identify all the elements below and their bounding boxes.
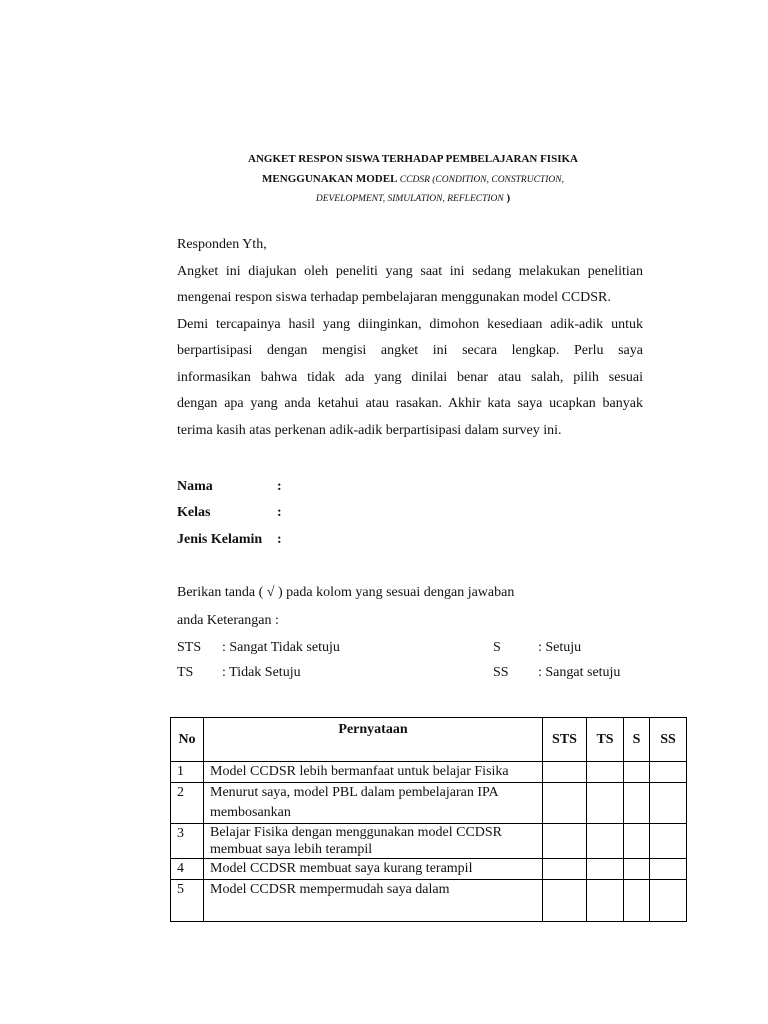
field-colon: : — [277, 479, 282, 494]
title-text-1: ANGKET RESPON SISWA TERHADAP PEMBELAJARAN FISIKA — [248, 153, 578, 165]
field-colon: : — [277, 505, 282, 520]
cell-ss[interactable] — [650, 859, 687, 880]
legend-code: SS — [493, 665, 509, 680]
header-sts: STS — [543, 718, 587, 762]
intro-line: Demi tercapainya hasil yang diinginkan, dimohon kesediaan adik-adik untuk — [177, 316, 643, 332]
intro-line: terima kasih atas perkenan adik-adik berpartisipasi dalam survey ini. — [177, 422, 562, 438]
cell-s[interactable] — [624, 824, 650, 859]
cell-s[interactable] — [624, 783, 650, 824]
row-statement: Model CCDSR lebih bermanfaat untuk belajar Fisika — [204, 762, 543, 783]
cell-s[interactable] — [624, 880, 650, 922]
cell-sts[interactable] — [543, 859, 587, 880]
cell-ss[interactable] — [650, 783, 687, 824]
title-line-1 — [150, 149, 676, 169]
cell-ts[interactable] — [587, 762, 624, 783]
row-statement: Belajar Fisika dengan menggunakan model CCDSR membuat saya lebih terampil — [204, 824, 543, 859]
intro-line: dengan apa yang anda ketahui atau rasakan. Akhir kata saya ucapkan banyak — [177, 396, 643, 411]
header-statement: Pernyataan — [204, 718, 543, 762]
intro-line: berpartisipasi dengan mengisi angket ini secara lengkap. Perlu saya — [177, 343, 643, 358]
table-row — [171, 783, 687, 824]
title-text-2-bold: MENGGUNAKAN MODEL — [262, 173, 398, 185]
cell-s[interactable] — [624, 762, 650, 783]
title-text-3-end: ) — [503, 192, 511, 204]
row-number: 4 — [171, 859, 204, 880]
row-statement: Model CCDSR membuat saya kurang terampil — [204, 859, 543, 880]
table-header-row — [171, 718, 687, 762]
field-nama — [177, 477, 282, 497]
field-jenis-kelamin — [177, 530, 282, 550]
cell-ts[interactable] — [587, 859, 624, 880]
row-statement: Menurut saya, model PBL dalam pembelajaran IPA membosankan — [204, 783, 543, 824]
header-no: No — [171, 718, 204, 762]
cell-ss[interactable] — [650, 880, 687, 922]
field-label: Nama — [177, 479, 213, 494]
title-text-3-italic: DEVELOPMENT, SIMULATION, REFLECTION — [315, 194, 504, 204]
cell-ts[interactable] — [587, 880, 624, 922]
legend-s — [493, 638, 581, 658]
cell-sts[interactable] — [543, 783, 587, 824]
title-line-3 — [150, 188, 676, 209]
title-line-2 — [150, 169, 676, 190]
header-ss: SS — [650, 718, 687, 762]
legend-desc: : Tidak Setuju — [222, 665, 301, 680]
header-s: S — [624, 718, 650, 762]
cell-s[interactable] — [624, 859, 650, 880]
row-statement: Model CCDSR mempermudah saya dalam — [204, 880, 543, 922]
cell-sts[interactable] — [543, 762, 587, 783]
intro-line: Angket ini diajukan oleh peneliti yang saat ini sedang melakukan penelitian — [177, 263, 643, 279]
cell-ts[interactable] — [587, 783, 624, 824]
field-label: Jenis Kelamin — [177, 532, 263, 547]
cell-ss[interactable] — [650, 762, 687, 783]
cell-ss[interactable] — [650, 824, 687, 859]
field-kelas — [177, 503, 282, 523]
field-colon: : — [277, 532, 282, 547]
table-row — [171, 880, 687, 922]
table-row — [171, 859, 687, 880]
row-number: 5 — [171, 880, 204, 922]
instruction-line-2: anda Keterangan : — [177, 613, 279, 628]
cell-sts[interactable] — [543, 824, 587, 859]
greeting: Responden Yth, — [177, 237, 267, 252]
cell-sts[interactable] — [543, 880, 587, 922]
legend-ss — [493, 663, 620, 683]
legend-code: TS — [177, 665, 194, 680]
questionnaire-table — [170, 717, 687, 922]
field-label: Kelas — [177, 505, 211, 520]
intro-line: mengenai respon siswa terhadap pembelajaran menggunakan model CCDSR. — [177, 290, 611, 305]
legend-code: STS — [177, 640, 202, 655]
instruction-line-1: Berikan tanda ( √ ) pada kolom yang sesuai dengan jawaban — [177, 585, 515, 600]
cell-ts[interactable] — [587, 824, 624, 859]
table-row — [171, 762, 687, 783]
legend-ts — [177, 663, 301, 683]
row-number: 3 — [171, 824, 204, 859]
header-ts: TS — [587, 718, 624, 762]
title-text-2-italic: CCDSR (CONDITION, CONSTRUCTION, — [397, 175, 564, 185]
legend-desc: : Sangat setuju — [538, 665, 621, 680]
legend-sts — [177, 638, 340, 658]
intro-paragraph — [177, 232, 643, 444]
legend-desc: : Sangat Tidak setuju — [222, 640, 340, 655]
table-row — [171, 824, 687, 859]
legend-desc: : Setuju — [538, 640, 582, 655]
legend-code: S — [493, 640, 501, 655]
intro-line: informasikan bahwa tidak ada yang dinilai benar atau salah, pilih sesuai — [177, 369, 643, 385]
row-number: 2 — [171, 783, 204, 824]
row-number: 1 — [171, 762, 204, 783]
